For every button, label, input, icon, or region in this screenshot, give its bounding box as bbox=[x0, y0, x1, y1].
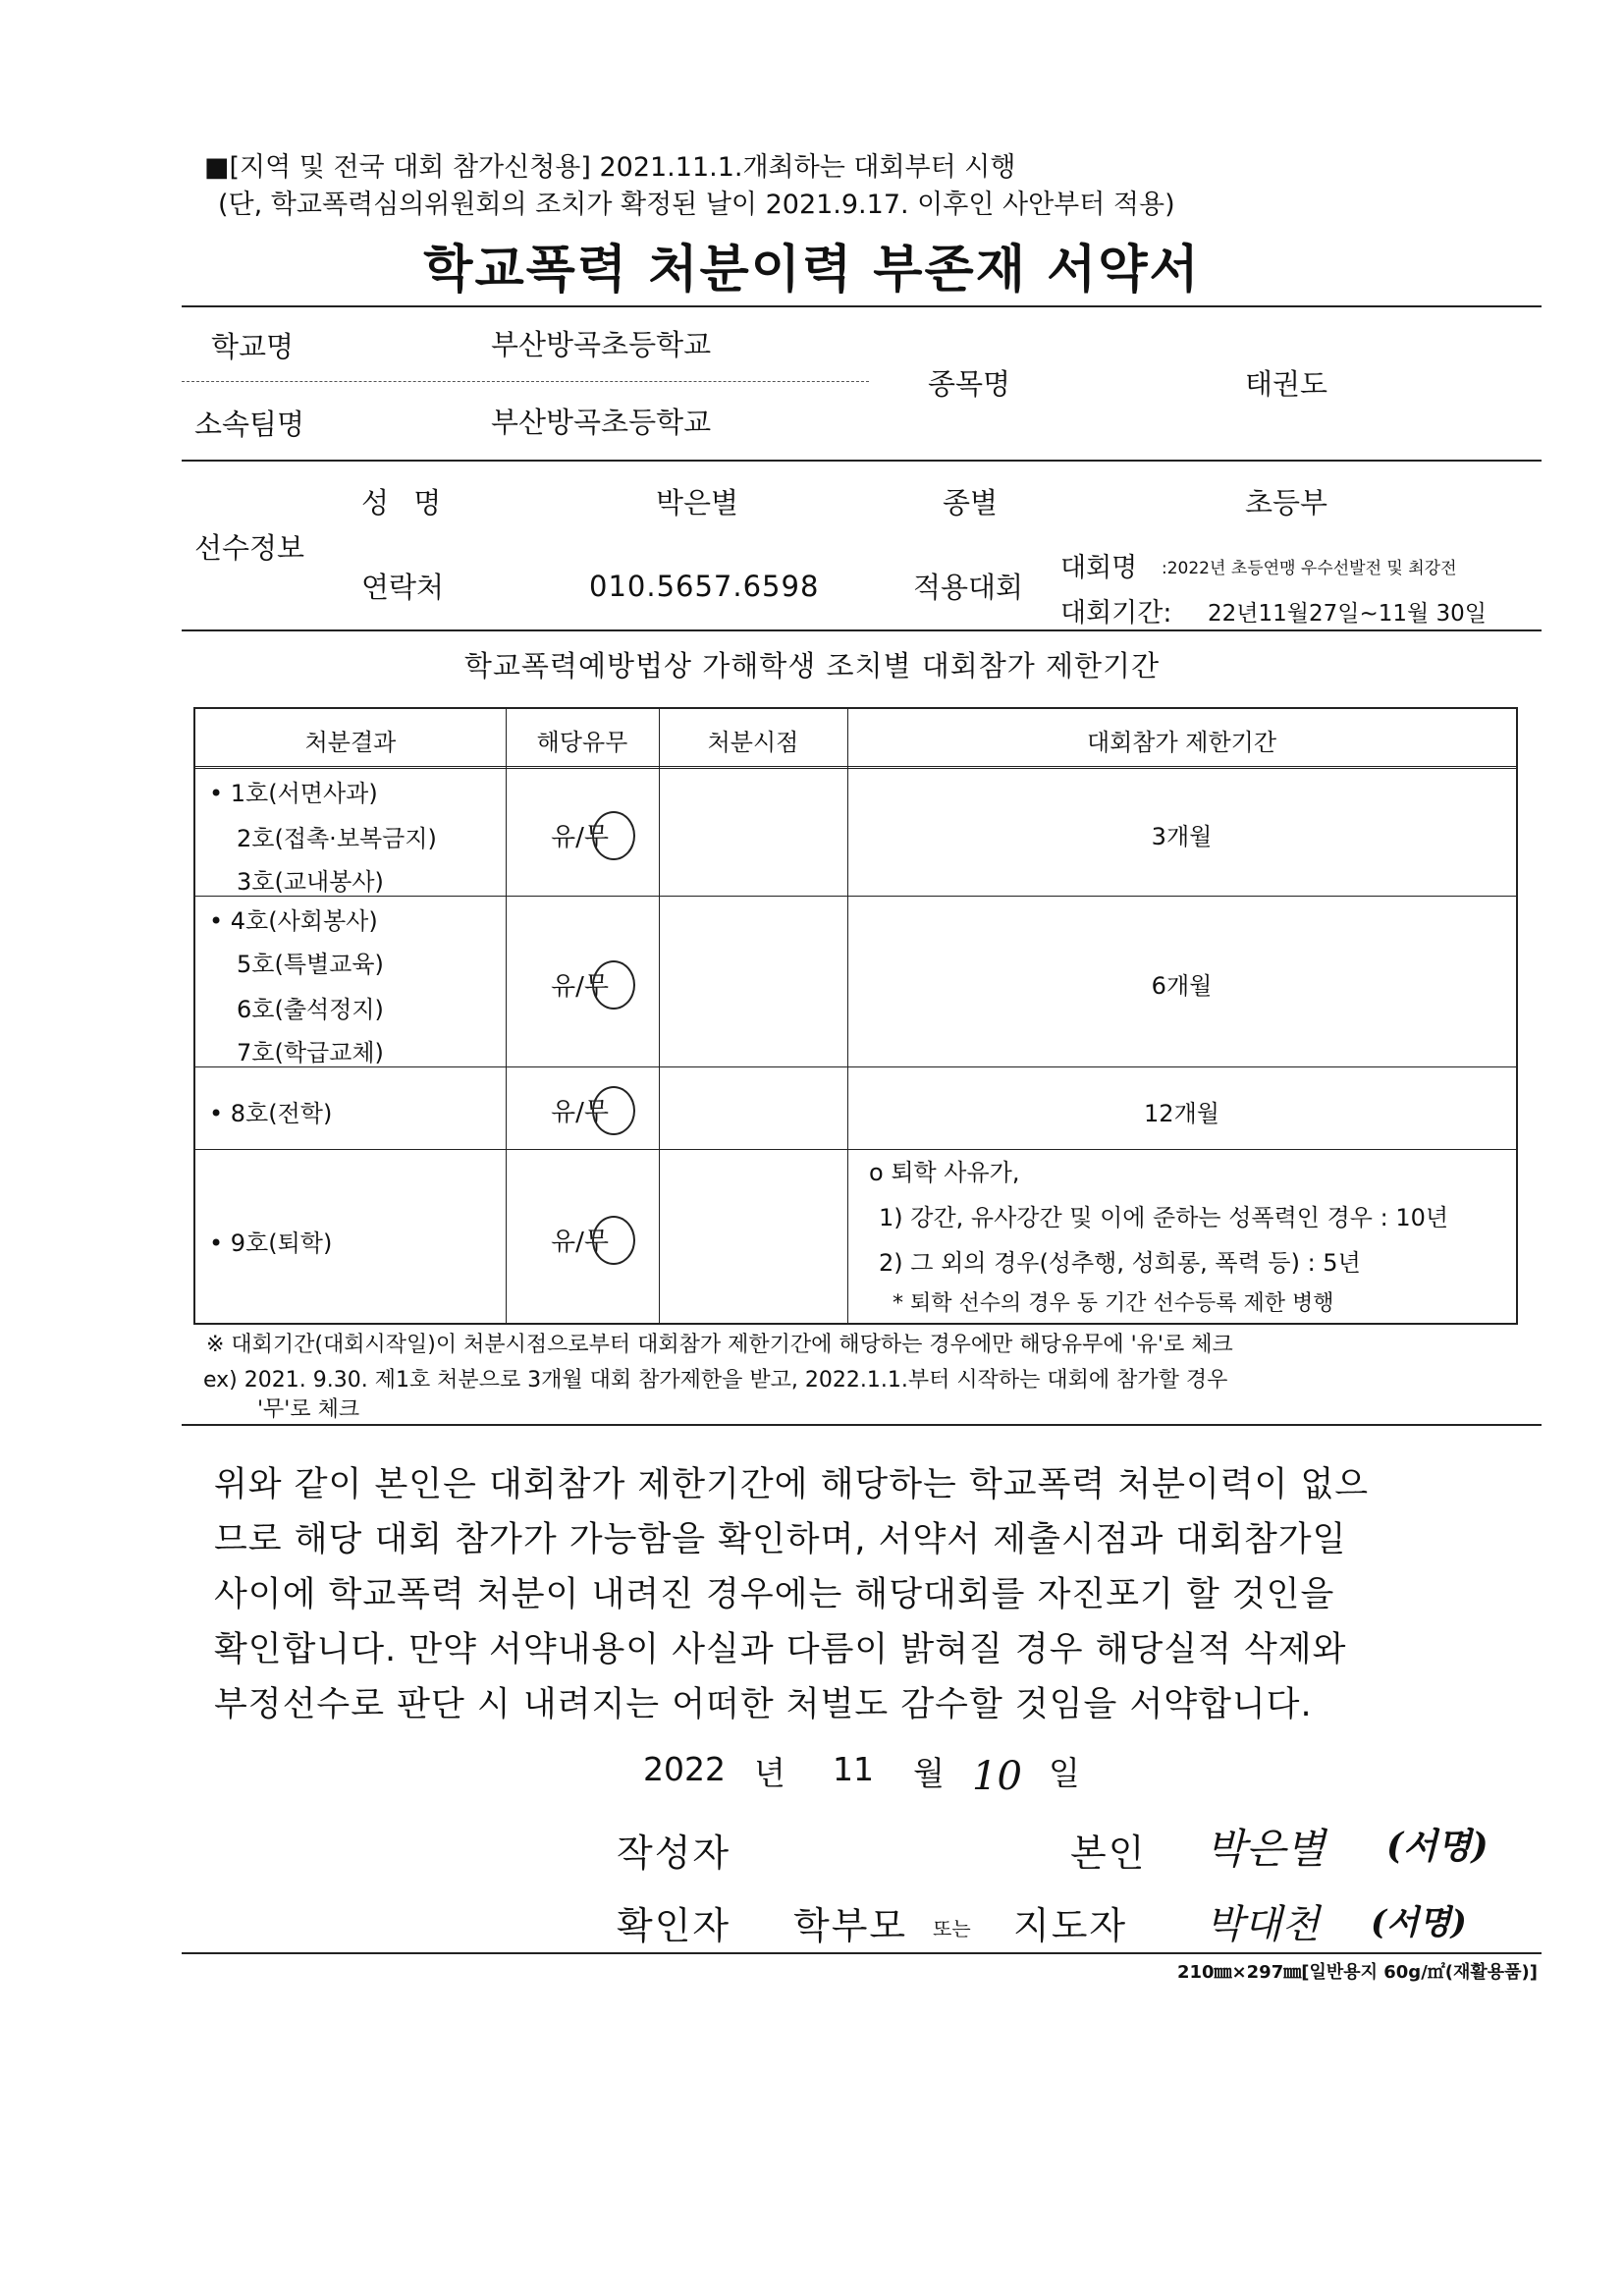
row4-limit-line: o 퇴학 사유가, bbox=[869, 1159, 1020, 1186]
row4-limit-line: * 퇴학 선수의 경우 동 기간 선수등록 제한 병행 bbox=[893, 1291, 1334, 1316]
row3-limit: 12개월 bbox=[1144, 1100, 1219, 1127]
paper-spec-footer: 210㎜×297㎜[일반용지 60g/㎡(재활용품)] bbox=[1176, 1962, 1538, 1983]
header-result: 처분결과 bbox=[304, 729, 397, 756]
team-label: 소속팀명 bbox=[194, 408, 305, 441]
contact-value: 010.5657.6598 bbox=[589, 570, 820, 603]
or-label: 또는 bbox=[933, 1917, 971, 1940]
division-label: 종별 bbox=[943, 486, 999, 519]
row2-item: • 4호(사회봉사) bbox=[209, 907, 378, 935]
self-seal: (서명) bbox=[1386, 1826, 1489, 1867]
tournament-name-value: :2022년 초등연맹 우수선발전 및 최강전 bbox=[1162, 559, 1457, 578]
table-title: 학교폭력예방법상 가해학생 조치별 대회참가 제한기간 bbox=[463, 649, 1161, 683]
row4-item: • 9호(퇴학) bbox=[209, 1229, 333, 1257]
divider bbox=[182, 1952, 1542, 1954]
divider bbox=[182, 305, 1542, 307]
pledge-line: 부정선수로 판단 시 내려지는 어떠한 처벌도 감수할 것임을 서약합니다. bbox=[214, 1685, 1313, 1724]
row1-applicable: 유/무 bbox=[551, 823, 609, 852]
divider bbox=[182, 1424, 1542, 1426]
tournament-period-label: 대회기간: bbox=[1060, 598, 1172, 628]
divider bbox=[182, 629, 1542, 631]
note-line-2: ex) 2021. 9.30. 제1호 처분으로 3개월 대회 참가제한을 받고, 2022.1.1.부터 시작하는 대회에 참가할 경우 bbox=[203, 1368, 1228, 1393]
row4-applicable: 유/무 bbox=[551, 1228, 609, 1257]
circle-mark bbox=[592, 960, 635, 1010]
parent-label: 학부모 bbox=[793, 1904, 908, 1947]
divider bbox=[182, 460, 1542, 462]
pledge-line: 사이에 학교폭력 처분이 내려진 경우에는 해당대회를 자진포기 할 것인을 bbox=[214, 1575, 1335, 1614]
date-month: 11 bbox=[833, 1750, 874, 1788]
note-line-1: ※ 대회기간(대회시작일)이 처분시점으로부터 대회참가 제한기간에 해당하는 경우에만 해당유무에 '유'로 체크 bbox=[206, 1333, 1233, 1357]
circle-mark bbox=[592, 1086, 635, 1135]
tournament-period-value: 22년11월27일~11월 30일 bbox=[1208, 601, 1488, 627]
school-label: 학교명 bbox=[211, 330, 295, 363]
coach-signature: 박대천 bbox=[1206, 1902, 1320, 1947]
pledge-line: 므로 해당 대회 참가가 가능함을 확인하며, 서약서 제출시점과 대회참가일 bbox=[214, 1520, 1347, 1559]
row3-applicable: 유/무 bbox=[551, 1098, 609, 1127]
header-applicable: 해당유무 bbox=[536, 729, 628, 756]
player-info-label: 선수정보 bbox=[194, 531, 305, 565]
document-title: 학교폭력 처분이력 부존재 서약서 bbox=[423, 241, 1201, 300]
team-value: 부산방곡초등학교 bbox=[491, 406, 712, 439]
school-value: 부산방곡초등학교 bbox=[491, 328, 712, 361]
pledge-line: 위와 같이 본인은 대회참가 제한기간에 해당하는 학교폭력 처분이력이 없으 bbox=[214, 1465, 1370, 1504]
date-year-label: 년 bbox=[754, 1754, 785, 1792]
row4-limit-line: 2) 그 외의 경우(성추행, 성희롱, 폭력 등) : 5년 bbox=[879, 1249, 1361, 1277]
confirmer-label: 확인자 bbox=[617, 1904, 731, 1947]
row1-item: • 1호(서면사과) bbox=[209, 780, 378, 807]
row2-item: 5호(특별교육) bbox=[237, 951, 384, 978]
header-limit: 대회참가 제한기간 bbox=[1086, 729, 1277, 756]
applied-tournament-label: 적용대회 bbox=[913, 571, 1024, 604]
coach-seal: (서명) bbox=[1371, 1903, 1467, 1942]
event-value: 태권도 bbox=[1245, 367, 1328, 401]
row1-item: 2호(접촉·보복금지) bbox=[237, 825, 437, 852]
notice-line-2: (단, 학교폭력심의위원회의 조치가 확정된 날이 2021.9.17. 이후인 사안부터 적용) bbox=[218, 190, 1175, 220]
row1-limit: 3개월 bbox=[1151, 823, 1213, 850]
self-signature: 박은별 bbox=[1206, 1825, 1326, 1873]
pledge-line: 확인합니다. 만약 서약내용이 사실과 다름이 밝혀질 경우 해당실적 삭제와 bbox=[214, 1630, 1347, 1669]
row1-item: 3호(교내봉사) bbox=[237, 868, 384, 896]
disposition-table bbox=[193, 707, 1518, 1325]
date-day-label: 일 bbox=[1049, 1754, 1080, 1792]
name-label: 성 명 bbox=[361, 486, 450, 519]
circle-mark bbox=[592, 1216, 635, 1265]
header-date: 처분시점 bbox=[707, 729, 799, 756]
divider bbox=[182, 381, 869, 382]
tournament-name-label: 대회명 bbox=[1060, 553, 1138, 583]
pledge-text bbox=[214, 1457, 1369, 1732]
note-line-3: '무'로 체크 bbox=[257, 1397, 360, 1422]
row2-item: 7호(학급교체) bbox=[237, 1039, 384, 1066]
coach-label: 지도자 bbox=[1013, 1904, 1128, 1947]
circle-mark bbox=[592, 811, 635, 860]
event-label: 종목명 bbox=[928, 367, 1011, 401]
date-year: 2022 bbox=[643, 1750, 726, 1788]
row2-item: 6호(출석정지) bbox=[237, 996, 384, 1023]
row2-applicable: 유/무 bbox=[551, 972, 609, 1002]
writer-label: 작성자 bbox=[617, 1831, 731, 1875]
self-label: 본인 bbox=[1070, 1831, 1147, 1875]
row2-limit: 6개월 bbox=[1151, 972, 1213, 1000]
date-month-label: 월 bbox=[913, 1754, 945, 1792]
row3-item: • 8호(전학) bbox=[209, 1100, 333, 1127]
contact-label: 연락처 bbox=[361, 571, 445, 604]
notice-line-1: ■[지역 및 전국 대회 참가신청용] 2021.11.1.개최하는 대회부터 시행 bbox=[204, 152, 1016, 183]
row4-limit-line: 1) 강간, 유사강간 및 이에 준하는 성폭력인 경우 : 10년 bbox=[879, 1204, 1449, 1231]
date-day: 10 bbox=[972, 1754, 1022, 1799]
division-value: 초등부 bbox=[1245, 486, 1328, 519]
name-value: 박은별 bbox=[656, 486, 739, 519]
